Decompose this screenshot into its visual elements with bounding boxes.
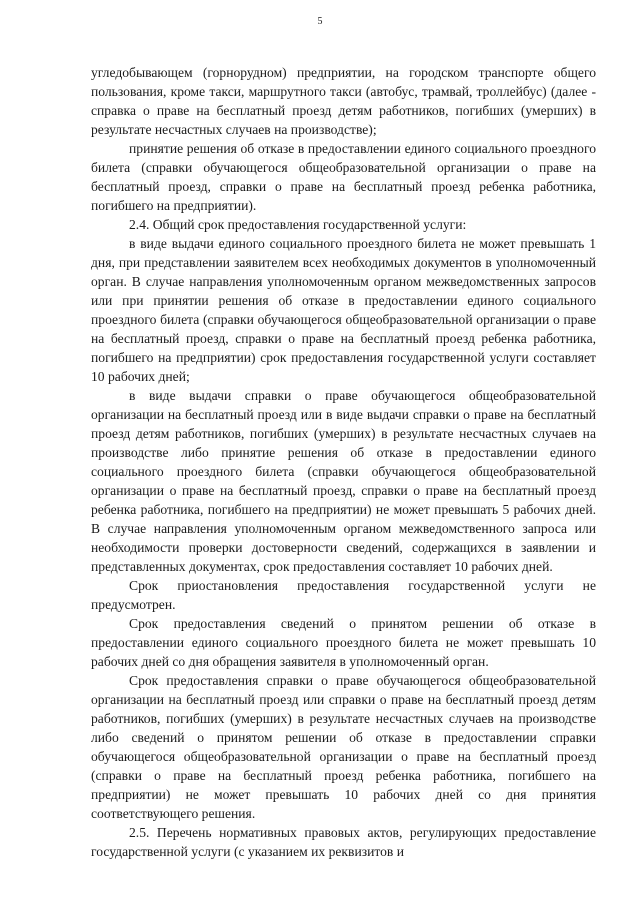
paragraph-certificate-issue-term: Срок предоставления справки о праве обучающегося общеобразовательной организации на бесплатный проезд или справки о праве на бесплатный проезд детям работников, погибших (умерших) в результате несчастных случаев на производстве либо сведений о принятом решении об отказе в предоставлении справки обучающегося общеобразовательной организации о праве на бесплатный проезд (справки о праве на бесплатный проезд ребенка работника, погибшего на предприятии) не может превышать 10 рабочих дней со дня принятия соответствующего решения.	[91, 673, 596, 821]
section-2-5-heading: 2.5. Перечень нормативных правовых актов, регулирующих предоставление государственной услуги (с указанием их реквизитов и	[91, 825, 596, 859]
paragraph-refusal-info-term: Срок предоставления сведений о принятом решении об отказе в предоставлении единого социального проездного билета не может превышать 10 рабочих дней со дня обращения заявителя в уполномоченный орган.	[91, 616, 596, 669]
paragraph-refusal-decision: принятие решения об отказе в предоставлении единого социального проездного билета (справки обучающегося общеобразовательной организации о праве на бесплатный проезд, справки о праве на бесплатный проезд ребенка работника, погибшего на предприятии).	[91, 141, 596, 213]
body-text	[91, 63, 596, 861]
paragraph-continuation: угледобывающем (горнорудном) предприятии, на городском транспорте общего пользования, кроме такси, маршрутного такси (автобус, трамвай, троллейбус) (далее - справка о праве на бесплатный проезд детям работников, погибших (умерших) в результате несчастных случаев на производстве);	[91, 65, 596, 137]
section-2-4-heading: 2.4. Общий срок предоставления государственной услуги:	[129, 217, 467, 232]
paragraph-ticket-term: в виде выдачи единого социального проездного билета не может превышать 1 дня, при представлении заявителем всех необходимых документов в уполномоченный орган. В случае направления уполномоченным органом межведомственных запросов или при принятии решения об отказе в предоставлении единого социального проездного билета (справки обучающегося общеобразовательной организации о праве на бесплатный проезд, справки о праве на бесплатный проезд ребенка работника, погибшего на предприятии) срок предоставления государственной услуги составляет 10 рабочих дней;	[91, 236, 596, 384]
paragraph-suspension-term: Срок приостановления предоставления государственной услуги не предусмотрен.	[91, 578, 596, 612]
paragraph-certificate-term: в виде выдачи справки о праве обучающегося общеобразовательной организации на бесплатный проезд или в виде выдачи справки о праве на бесплатный проезд детям работников, погибших (умерших) в результате несчастных случаев на производстве либо принятие решения об отказе в предоставлении единого социального проездного билета (справки обучающегося общеобразовательной организации о праве на бесплатный проезд, справки о праве на бесплатный проезд ребенка работника, погибшего на предприятии) не может превышать 5 рабочих дней. В случае направления уполномоченным органом межведомственного запроса или необходимости проверки достоверности сведений, содержащихся в заявлении и представленных документах, срок предоставления составляет 10 рабочих дней.	[91, 388, 596, 574]
page-number: 5	[317, 16, 323, 27]
